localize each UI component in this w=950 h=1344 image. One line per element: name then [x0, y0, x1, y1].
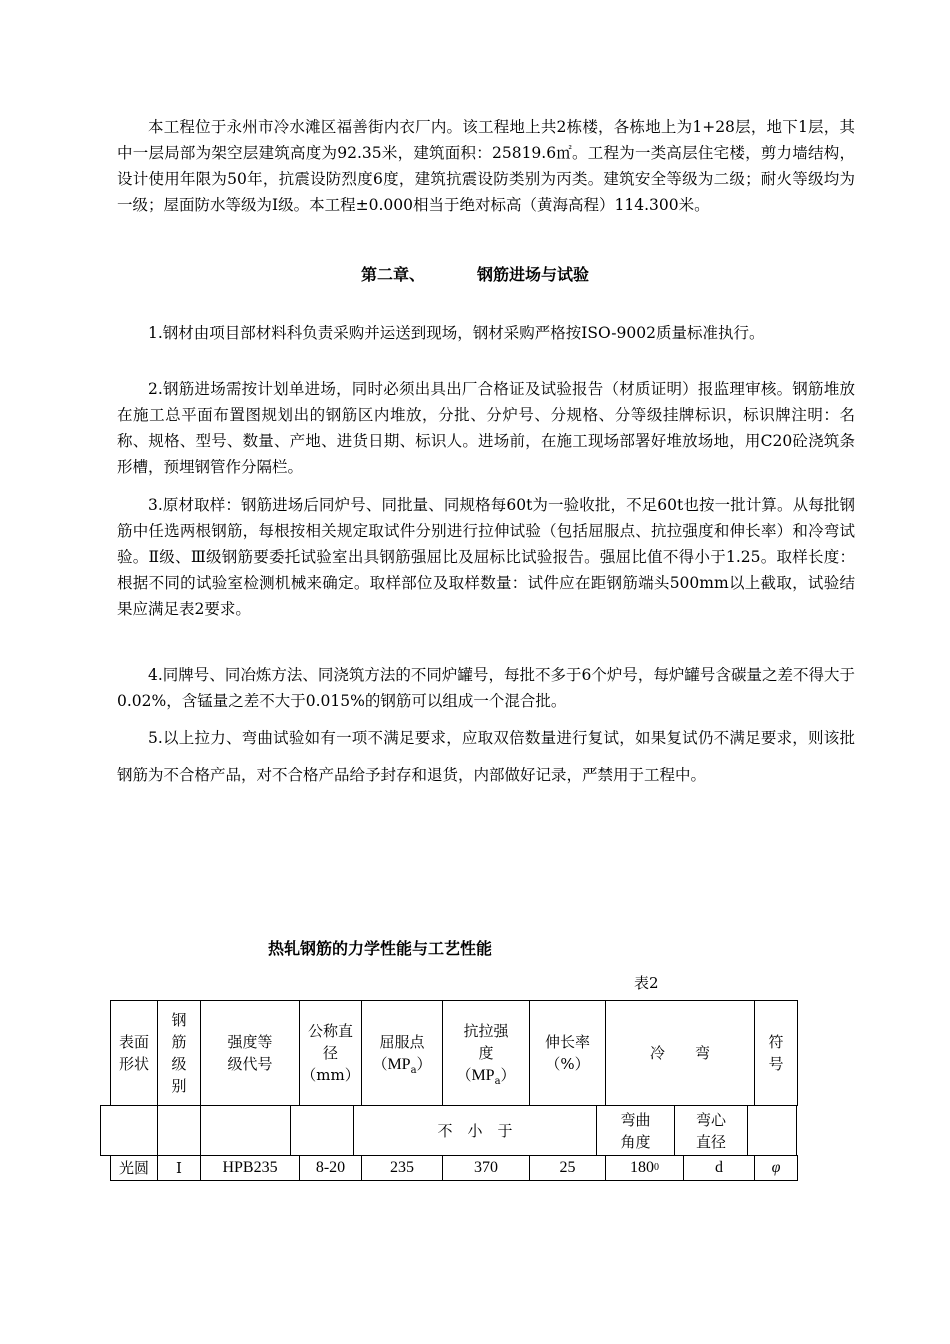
chapter-heading — [0, 262, 950, 285]
subheader-empty — [747, 1105, 797, 1156]
list-item: 2.钢筋进场需按计划单进场，同时必须出具出厂合格证及试验报告（材质证明）报监理审核。钢筋堆放在施工总平面布置图规划出的钢筋区内堆放，分批、分炉号、分规格、分等级挂牌标识，标识牌注明：名称、规格、型号、数量、产地、进货日期、标识人。进场前，在施工现场部署好堆放场地，用C20砼浇筑条形槽，预埋钢管作分隔栏。 — [117, 380, 855, 476]
chapter-title: 钢筋进场与试验 — [477, 265, 590, 284]
subheader-empty — [290, 1105, 354, 1156]
list-item: 1.钢材由项目部材料科负责采购并运送到现场，钢材采购严格按ISO-9002质量标准执行。 — [148, 324, 765, 342]
cell-code: HPB235 — [200, 1155, 300, 1181]
subheader-bend-angle: 弯曲角度 — [596, 1105, 675, 1156]
cell-mandrel: d — [683, 1155, 755, 1181]
cell-bend-angle: 180 0 — [605, 1155, 684, 1181]
cell-elongation: 25 — [529, 1155, 606, 1181]
list-item: 5.以上拉力、弯曲试验如有一项不满足要求，应取双倍数量进行复试，如果复试仍不满足要求，则该批钢筋为不合格产品，对不合格产品给予封存和退货，内部做好记录，严禁用于工程中。 — [117, 729, 855, 784]
header-yield — [361, 1000, 443, 1106]
project-intro-paragraph: 本工程位于永州市冷水滩区福善街内衣厂内。该工程地上共2栋楼，各栋地上为1+28层，地下1层，其中一层局部为架空层建筑高度为92.35米，建筑面积：25819.6㎡。工程为一类高层住宅楼，剪力墙结构，设计使用年限为50年，抗震设防烈度6度，建筑抗震设防类别为丙类。建筑安全等级为二级；耐火等级均为一级；屋面防水等级为Ⅰ级。本工程±0.000相当于绝对标高（黄海高程）114.300米。 — [117, 118, 855, 214]
header-diameter: 公称直径（mm） — [299, 1000, 362, 1106]
table-title: 热轧钢筋的力学性能与工艺性能 — [268, 939, 493, 958]
header-yield-label: 屈服点 — [379, 1032, 425, 1051]
subheader-mandrel: 弯心直径 — [674, 1105, 748, 1156]
subheader-not-less: 不 小 于 — [353, 1105, 597, 1156]
header-yield-unit: $(MP_a)$ — [372, 1054, 432, 1076]
header-code: 强度等级代号 — [200, 1000, 300, 1106]
chapter-number: 第二章、 — [360, 265, 425, 284]
header-tensile — [442, 1000, 530, 1106]
cell-symbol: φ — [754, 1155, 798, 1181]
header-elongation: 伸长率（%） — [529, 1000, 606, 1106]
header-grade: 钢筋级别 — [157, 1000, 201, 1106]
cell-surface: 光圆 — [110, 1155, 158, 1181]
header-tensile-unit: $(MP_a)$ — [456, 1065, 516, 1087]
cell-yield: 235 — [361, 1155, 443, 1181]
header-surface: 表面形状 — [110, 1000, 158, 1106]
cell-tensile: 370 — [442, 1155, 530, 1181]
cell-diameter: 8-20 — [299, 1155, 362, 1181]
list-item: 4.同牌号、同冶炼方法、同浇筑方法的不同炉罐号，每批不多于6个炉号，每炉罐号含碳量之差不得大于0.02%，含锰量之差不大于0.015%的钢筋可以组成一个混合批。 — [117, 666, 855, 710]
subheader-empty — [200, 1105, 291, 1156]
cell-grade: Ⅰ — [157, 1155, 201, 1181]
list-item: 3.原材取样：钢筋进场后同炉号、同批量、同规格每60t为一验收批，不足60t也按一批计算。从每批钢筋中任选两根钢筋，每根按相关规定取试件分别进行拉伸试验（包括屈服点、抗拉强度和伸长率）和冷弯试验。Ⅱ级、Ⅲ级钢筋要委托试验室出具钢筋强屈比及屈标比试验报告。强屈比值不得小于1.25。取样长度：根据不同的试验室检测机械来确定。取样部位及取样数量：试件应在距钢筋端头500mm以上截取，试验结果应满足表2要求。 — [117, 496, 855, 618]
header-tensile-label: 抗拉强度 — [463, 1021, 509, 1062]
header-symbol: 符号 — [754, 1000, 798, 1106]
subheader-empty — [100, 1105, 158, 1156]
header-cold-bend: 冷 弯 — [605, 1000, 755, 1106]
subheader-empty — [157, 1105, 201, 1156]
table-number: 表2 — [634, 974, 659, 992]
